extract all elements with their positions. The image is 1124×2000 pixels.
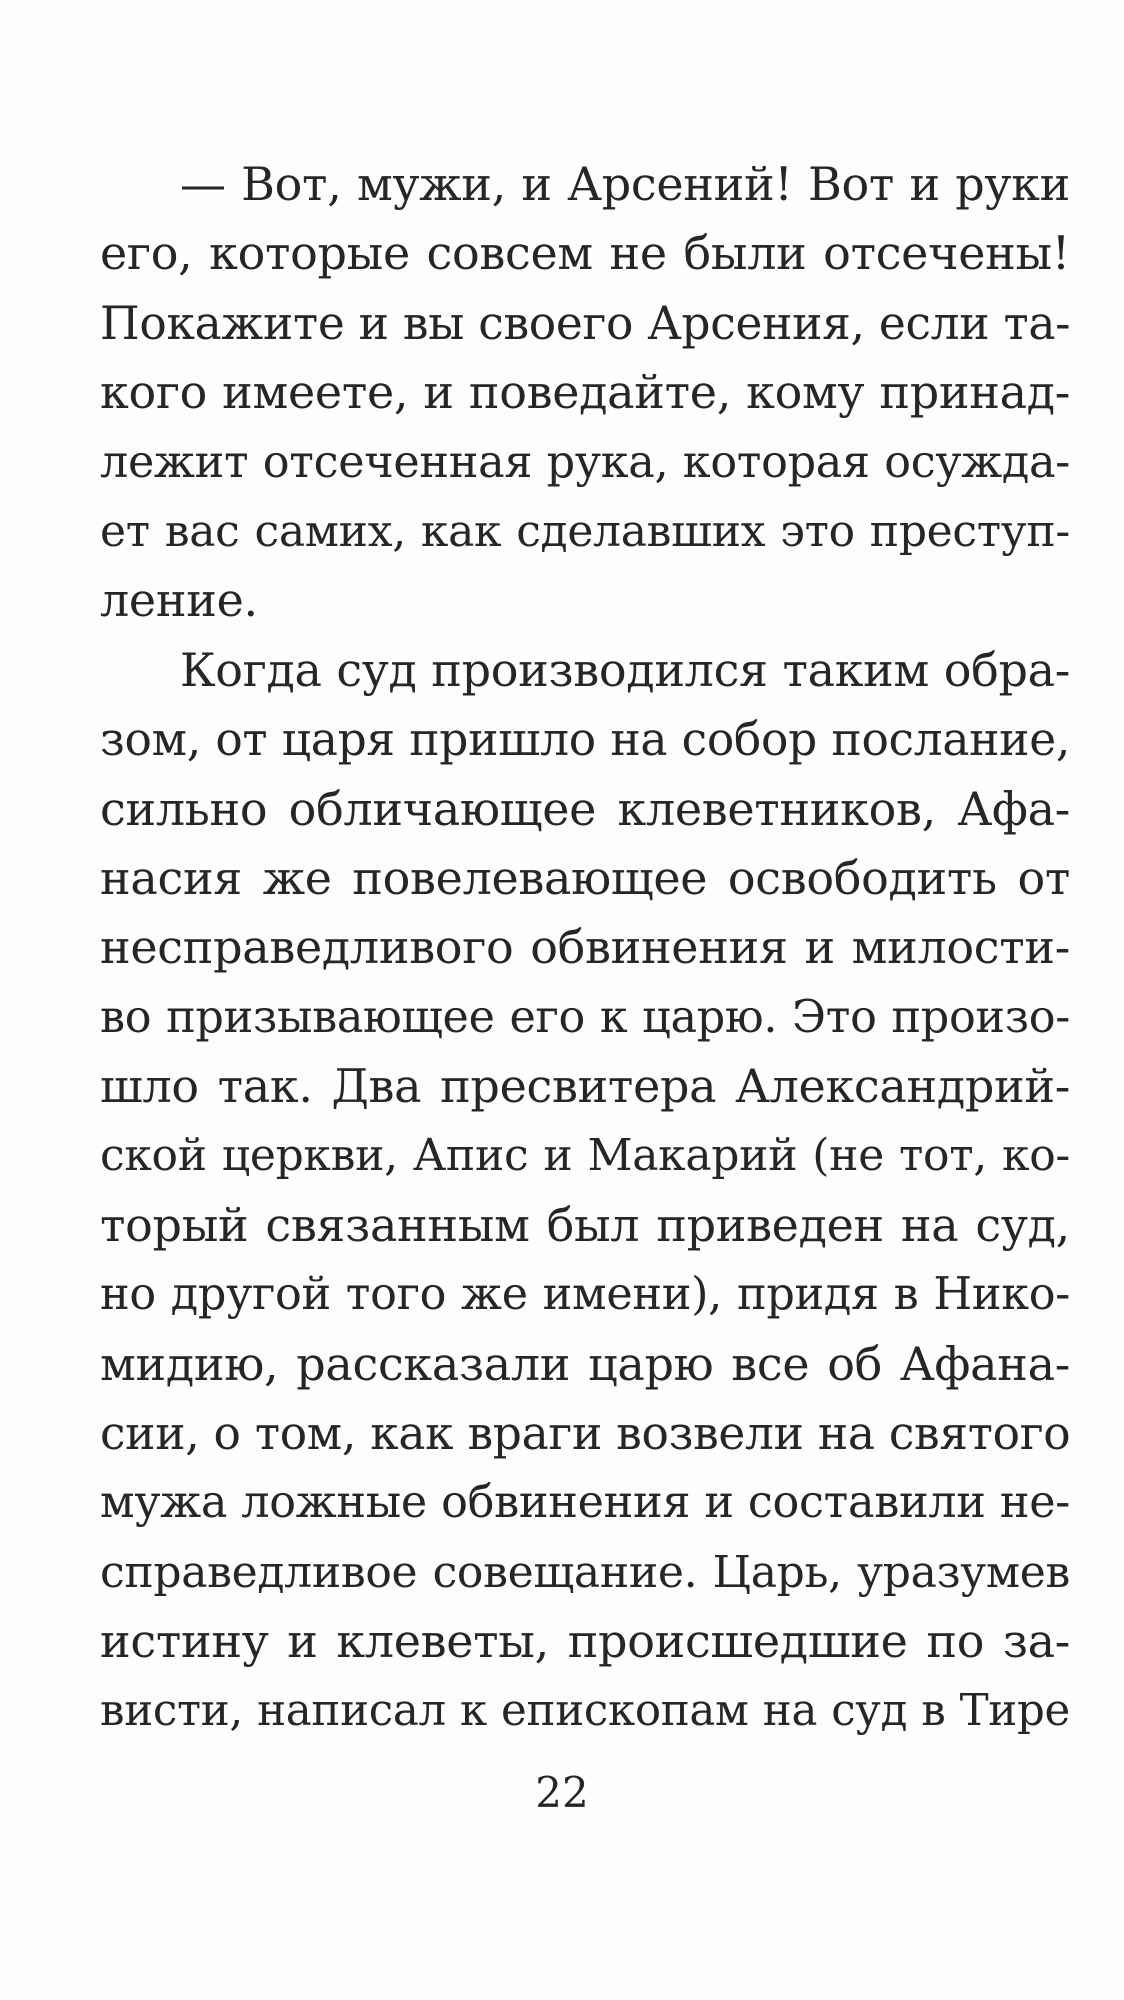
text-line: мидию, рассказали царю все об Афана- [100,1336,1070,1391]
text-line: сии, о том, как враги возвели на святого [100,1407,1071,1461]
text-line: несправедливого обвинения и милости- [100,920,1070,975]
text-line: истину и клеветы, происшедшие по за- [100,1614,1070,1669]
body-text [100,150,1070,1746]
text-line: во призывающее его к царю. Это произо- [100,991,1070,1043]
page-number: 22 [535,1768,589,1817]
text-line: — Вот, мужи, и Арсений! Вот и руки [180,157,1070,211]
text-line: ление. [100,573,258,628]
text-line: зом, от царя пришло на собор послание, [100,713,1070,767]
text-line: но другой того же имени), придя в Нико- [100,1269,1070,1321]
text-line: Покажите и вы своего Арсения, если та- [100,296,1071,350]
text-line: висти, написал к епископам на суд в Тире [100,1685,1070,1736]
text-line: лежит отсеченная рука, которая осужда- [100,436,1070,488]
text-line: кого имеете, и поведайте, кому принад- [100,365,1070,420]
text-line: насия же повелевающее освободить от [100,850,1070,905]
text-line: мужа ложные обвинения и составили не- [100,1477,1070,1529]
text-line: Когда суд производился таким обра- [180,642,1070,697]
text-line: сильно обличающее клеветников, Афа- [100,781,1070,836]
text-line: шло так. Два пресвитера Александрий- [100,1059,1070,1114]
text-line: ет вас самих, как сделавших это преступ- [100,505,1070,557]
text-line: справедливое совещание. Царь, уразумев [100,1546,1070,1598]
text-line: ской церкви, Апис и Макарий (не тот, ко- [100,1130,1070,1182]
text-line: торый связанным был приведен на суд, [100,1197,1070,1252]
text-line: его, которые совсем не были отсечены! [100,226,1070,281]
